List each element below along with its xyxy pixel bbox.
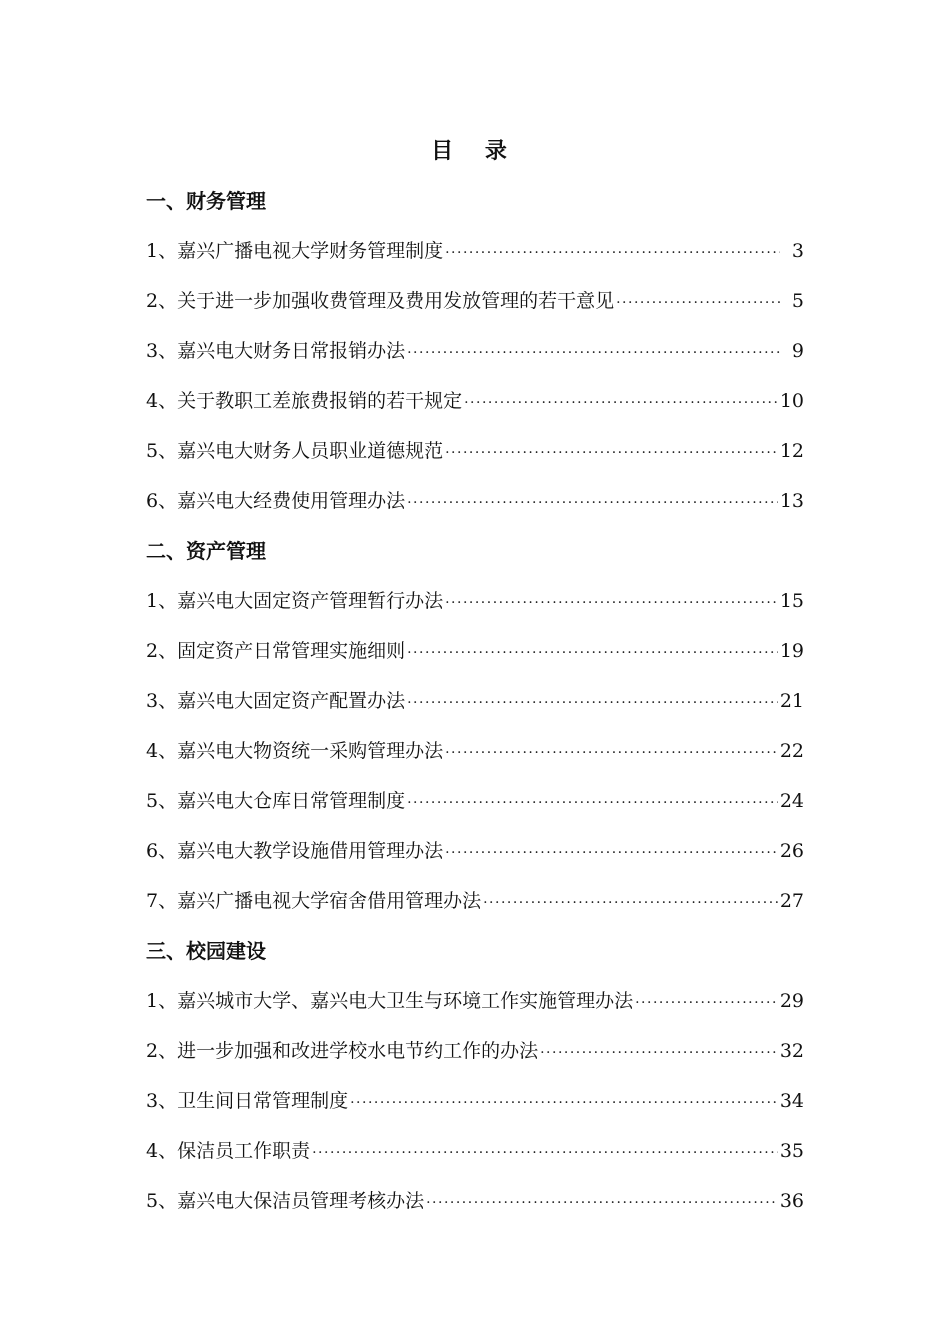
toc-entry[interactable] bbox=[146, 883, 804, 933]
toc-entry-page: 24 bbox=[779, 790, 804, 812]
toc-entry[interactable] bbox=[146, 233, 804, 283]
toc-entry-page: 9 bbox=[791, 340, 804, 362]
toc-entry-page: 22 bbox=[779, 740, 804, 762]
dot-leader bbox=[464, 385, 778, 421]
dot-leader bbox=[483, 885, 778, 921]
toc-entry-page: 15 bbox=[779, 590, 804, 612]
dot-leader bbox=[616, 285, 780, 321]
toc-entry-label: 2、关于进一步加强收费管理及费用发放管理的若干意见 bbox=[146, 290, 615, 312]
toc-entry[interactable] bbox=[146, 1033, 804, 1083]
toc-entry-page: 3 bbox=[791, 240, 804, 262]
toc-entry-label: 1、嘉兴城市大学、嘉兴电大卫生与环境工作实施管理办法 bbox=[146, 990, 634, 1012]
toc-entry-page: 35 bbox=[779, 1140, 804, 1162]
toc-entry-label: 1、嘉兴广播电视大学财务管理制度 bbox=[146, 240, 444, 262]
toc-entry-page: 27 bbox=[779, 890, 804, 912]
toc-entry-label: 7、嘉兴广播电视大学宿舍借用管理办法 bbox=[146, 890, 482, 912]
toc-entry-page: 36 bbox=[779, 1190, 804, 1212]
toc-entry[interactable] bbox=[146, 333, 804, 383]
dot-leader bbox=[445, 735, 778, 771]
dot-leader bbox=[445, 435, 778, 471]
toc-entry-label: 2、进一步加强和改进学校水电节约工作的办法 bbox=[146, 1040, 539, 1062]
dot-leader bbox=[407, 635, 778, 671]
dot-leader bbox=[350, 1085, 778, 1121]
toc-entry-label: 4、嘉兴电大物资统一采购管理办法 bbox=[146, 740, 444, 762]
toc-entry[interactable] bbox=[146, 1083, 804, 1133]
toc-entry[interactable] bbox=[146, 1133, 804, 1183]
dot-leader bbox=[445, 585, 778, 621]
dot-leader bbox=[445, 835, 778, 871]
toc-entry-page: 5 bbox=[791, 290, 804, 312]
dot-leader bbox=[540, 1035, 778, 1071]
dot-leader bbox=[312, 1135, 778, 1171]
dot-leader bbox=[445, 235, 780, 271]
toc-entry-label: 6、嘉兴电大教学设施借用管理办法 bbox=[146, 840, 444, 862]
toc-entry[interactable] bbox=[146, 683, 804, 733]
toc-entry-page: 29 bbox=[779, 990, 804, 1012]
dot-leader bbox=[426, 1185, 778, 1221]
toc-entry[interactable] bbox=[146, 433, 804, 483]
table-of-contents bbox=[146, 183, 804, 1233]
section-heading-finance: 一、财务管理 bbox=[146, 189, 266, 213]
dot-leader bbox=[407, 485, 778, 521]
dot-leader bbox=[407, 335, 780, 371]
toc-entry-label: 4、保洁员工作职责 bbox=[146, 1140, 311, 1162]
section-heading-assets: 二、资产管理 bbox=[146, 539, 266, 563]
section-heading-campus: 三、校园建设 bbox=[146, 939, 266, 963]
toc-entry-page: 32 bbox=[779, 1040, 804, 1062]
toc-entry[interactable] bbox=[146, 983, 804, 1033]
toc-entry-label: 5、嘉兴电大财务人员职业道德规范 bbox=[146, 440, 444, 462]
toc-title: 目 录 bbox=[431, 139, 519, 164]
toc-entry[interactable] bbox=[146, 633, 804, 683]
toc-entry[interactable] bbox=[146, 283, 804, 333]
toc-entry-label: 5、嘉兴电大仓库日常管理制度 bbox=[146, 790, 406, 812]
toc-entry[interactable] bbox=[146, 1183, 804, 1233]
toc-entry-page: 13 bbox=[779, 490, 804, 512]
toc-entry-page: 34 bbox=[779, 1090, 804, 1112]
toc-entry-label: 6、嘉兴电大经费使用管理办法 bbox=[146, 490, 406, 512]
toc-entry-page: 26 bbox=[779, 840, 804, 862]
toc-entry-page: 12 bbox=[779, 440, 804, 462]
toc-entry-label: 5、嘉兴电大保洁员管理考核办法 bbox=[146, 1190, 425, 1212]
toc-entry-label: 3、嘉兴电大财务日常报销办法 bbox=[146, 340, 406, 362]
toc-entry-label: 3、卫生间日常管理制度 bbox=[146, 1090, 349, 1112]
toc-entry[interactable] bbox=[146, 483, 804, 533]
toc-entry-label: 2、固定资产日常管理实施细则 bbox=[146, 640, 406, 662]
toc-entry[interactable] bbox=[146, 583, 804, 633]
toc-entry[interactable] bbox=[146, 783, 804, 833]
toc-entry-page: 21 bbox=[779, 690, 804, 712]
toc-entry[interactable] bbox=[146, 833, 804, 883]
dot-leader bbox=[635, 985, 778, 1021]
toc-entry-label: 1、嘉兴电大固定资产管理暂行办法 bbox=[146, 590, 444, 612]
toc-entry[interactable] bbox=[146, 383, 804, 433]
toc-entry-page: 10 bbox=[779, 390, 804, 412]
toc-entry-label: 3、嘉兴电大固定资产配置办法 bbox=[146, 690, 406, 712]
toc-entry-page: 19 bbox=[779, 640, 804, 662]
toc-entry[interactable] bbox=[146, 733, 804, 783]
dot-leader bbox=[407, 785, 778, 821]
dot-leader bbox=[407, 685, 778, 721]
toc-entry-label: 4、关于教职工差旅费报销的若干规定 bbox=[146, 390, 463, 412]
